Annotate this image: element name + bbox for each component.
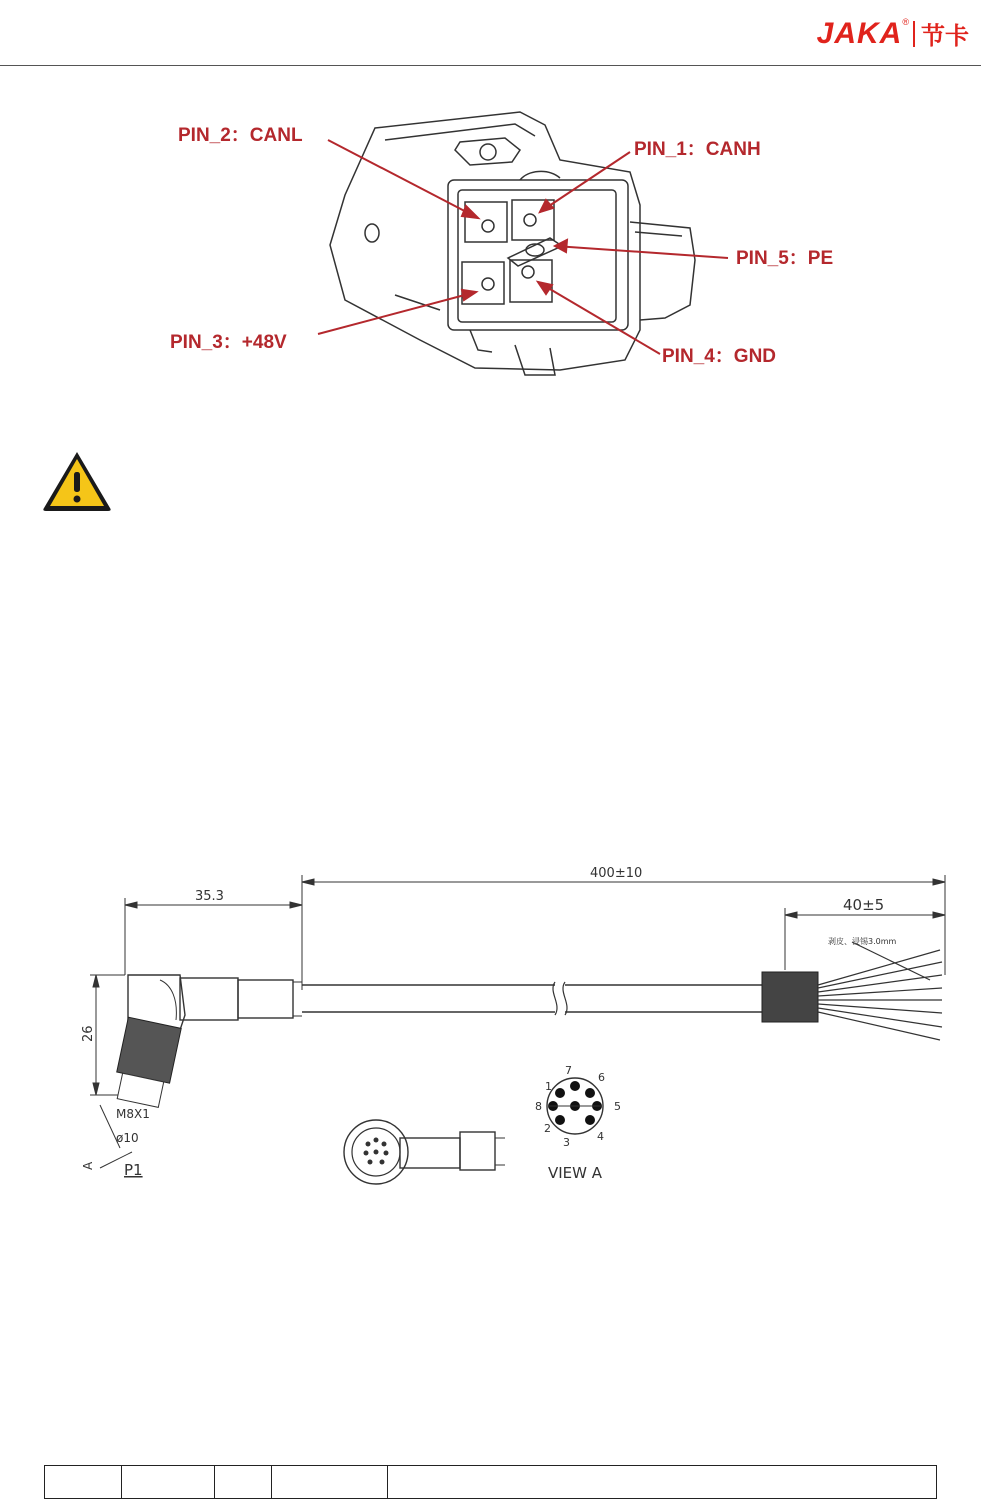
- dim-total-length: 400±10: [590, 866, 643, 881]
- logo-registered-mark: ®: [902, 16, 909, 27]
- pin4-label: PIN_4：GND: [662, 346, 777, 367]
- logo-chinese: 节卡: [921, 22, 969, 50]
- page-header: [0, 0, 981, 66]
- pin-number-8: 8: [535, 1100, 542, 1113]
- pin-number-4: 4: [597, 1130, 604, 1143]
- pin-face-contacts: [548, 1081, 602, 1125]
- footer-cell: [272, 1466, 388, 1499]
- pin2-label: PIN_2：CANL: [178, 125, 303, 146]
- footer-cell: [45, 1466, 122, 1499]
- part-label: P1: [124, 1161, 143, 1179]
- dim-connector-length: 35.3: [195, 889, 224, 904]
- dim-diameter: ø10: [116, 1131, 139, 1145]
- pin-number-6: 6: [598, 1071, 605, 1084]
- jaka-logo: [817, 16, 969, 51]
- view-arrow-label: A: [81, 1161, 95, 1170]
- warning-triangle-icon: [40, 448, 114, 514]
- pin-number-1: 1: [545, 1080, 552, 1093]
- pin-number-7: 7: [565, 1064, 572, 1077]
- header-rule: [0, 65, 981, 66]
- pin-number-2: 2: [544, 1122, 551, 1135]
- footer-row: [45, 1466, 937, 1499]
- pin-number-3: 3: [563, 1136, 570, 1149]
- view-a-label: VIEW A: [548, 1164, 603, 1182]
- dim-thread: M8X1: [116, 1107, 150, 1121]
- footer-table: [44, 1465, 937, 1499]
- connector-pinout-figure: [150, 100, 870, 390]
- dim-height: 26: [81, 1025, 96, 1042]
- dim-strip-length: 40±5: [843, 896, 885, 914]
- pin-number-5: 5: [614, 1100, 621, 1113]
- logo-divider: [913, 21, 915, 47]
- footer-cell: [388, 1466, 937, 1499]
- footer-cell: [215, 1466, 272, 1499]
- pin1-label: PIN_1：CANH: [634, 139, 761, 160]
- pin5-label: PIN_5：PE: [736, 248, 834, 269]
- footer-cell: [122, 1466, 215, 1499]
- strip-note: 剥皮、浸锡3.0mm: [828, 937, 897, 946]
- cable-drawing: [70, 855, 960, 1190]
- logo-latin: JAKA: [816, 16, 903, 50]
- pin3-label: PIN_3：+48V: [170, 332, 287, 353]
